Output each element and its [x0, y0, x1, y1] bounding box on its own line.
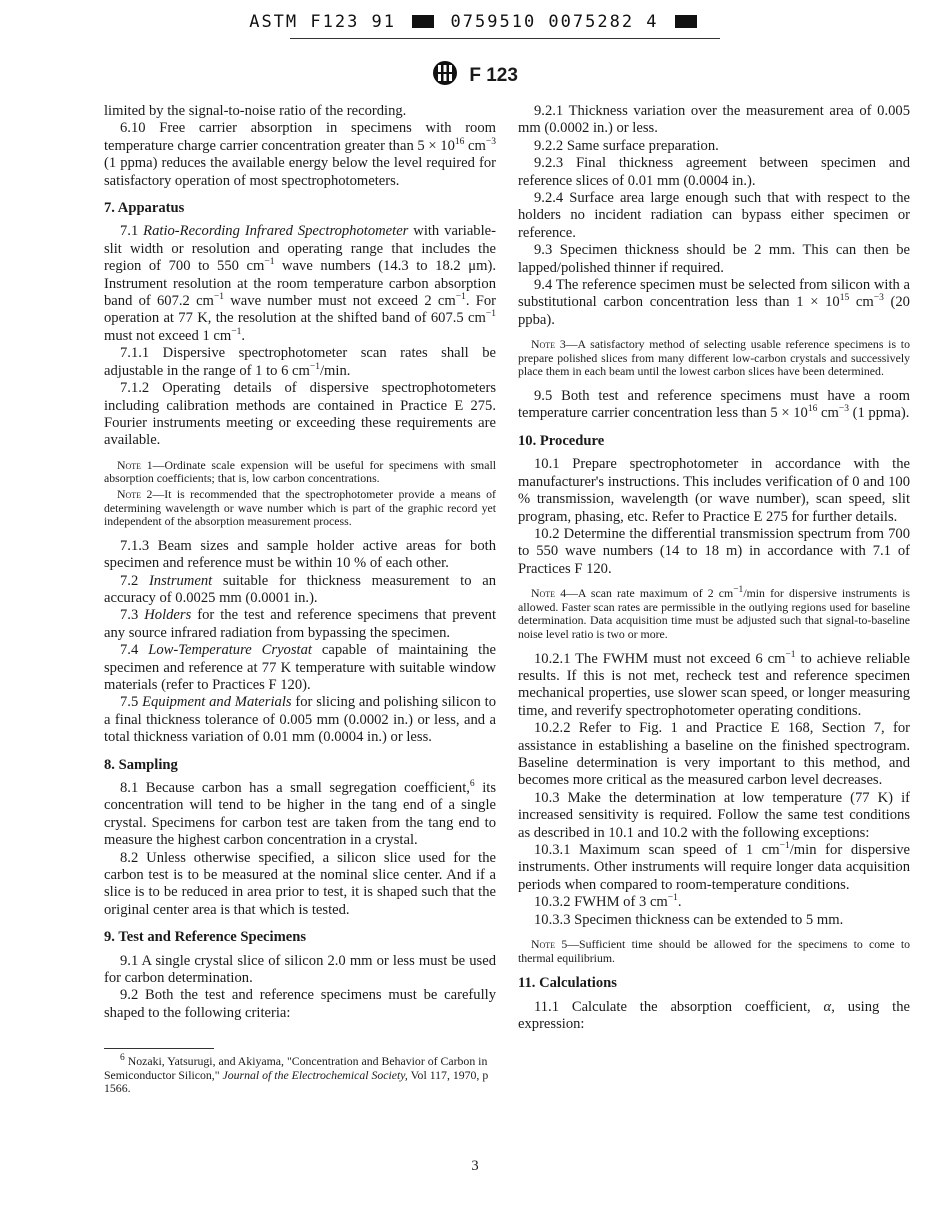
paragraph-7-1-2: 7.1.2 Operating details of dispersive spectrophotometers including calibration methods are contained in Practice E 275. Fourier instruments meeting or exceeding these requirements are available. — [104, 380, 496, 449]
page-number: 3 — [471, 1158, 479, 1174]
paragraph-8-1: 8.1 Because carbon has a small segregation coefficient,$^6$ its concentration will tend to be higher in the tang end of a single crystal. Specimens for carbon test are taken from the tang end to measure the highest carbon concentration in a crystal. — [104, 779, 496, 849]
barcode-block — [412, 15, 434, 28]
paragraph-10-1: 10.1 Prepare spectrophotometer in accordance with the manufacturer's instructions. This includes verification of 0 and 100 % transmission, wavelength (or wave number), scan speed, slit program, phasing, etc. Refer to Practice E 275 for further details. — [518, 456, 910, 525]
note-3: Note 3—A satisfactory method of selecting usable reference specimens is to prepare polished slices from many different low-carbon crystals and successively place them in each beam until the lowest carbon slices have been determined. — [518, 337, 910, 379]
section-heading-calculations: 11. Calculations — [518, 975, 617, 992]
barcode-block — [675, 15, 697, 28]
paragraph-7-4: 7.4 Low-Temperature Cryostat capable of maintaining the specimen and reference at 77 K temperature with suitable window materials (refer to Practices F 120). — [104, 642, 497, 693]
header-rule — [290, 38, 720, 39]
left-column — [104, 103, 496, 1096]
paragraph-9-4: 9.4 The reference specimen must be selected from silicon with a substitutional carbon concentration less than $1 \times 10^{15}$ $cm^{-3}$ (20 ppba). — [518, 277, 910, 328]
section-heading-specimens: 9. Test and Reference Specimens — [104, 929, 307, 946]
footnote-6: $^6$ Nozaki, Yatsurugi, and Akiyama, "Concentration and Behavior of Carbon in Semiconductor Silicon," Journal of the Electrochemical Society, Vol 117, 1970, p 1566. — [104, 1053, 489, 1096]
paragraph: limited by the signal-to-noise ratio of the recording. — [104, 103, 407, 119]
section-heading-procedure: 10. Procedure — [518, 432, 605, 449]
note-5: Note 5—Sufficient time should be allowed for the specimens to come to thermal equilibrium. — [518, 937, 910, 965]
paragraph-7-5: 7.5 Equipment and Materials for slicing and polishing silicon to a final thickness tolerance of 0.005 mm (0.0002 in.) or less, and a total thickness variation of 0.01 mm (0.0004 in.) or less. — [104, 694, 497, 746]
paragraph-9-2-4: 9.2.4 Surface area large enough such that with respect to the holders no incident radiation can bypass either specimen or reference. — [518, 190, 910, 241]
paragraph-8-2: 8.2 Unless otherwise specified, a silicon slice used for the carbon test is to be measured at the nominal slice center. And if a slice is to be reduced in area prior to test, it is shaped such that the original center area is that which is tested. — [104, 849, 496, 918]
paragraph-7-1-3: 7.1.3 Beam sizes and sample holder active areas for both specimen and reference must be within 10 % of each other. — [104, 537, 496, 572]
document-id-right: 0759510 0075282 4 — [450, 12, 659, 32]
paragraph-7-3: 7.3 Holders for the test and reference specimens that prevent any source infrared radiation from bypassing the specimen. — [104, 607, 496, 641]
standard-header — [0, 60, 950, 87]
paragraph-7-1: 7.1 Ratio-Recording Infrared Spectrophotometer with variable-slit width or resolution and operating range that includes the region of 700 to 550 $cm^{-1}$ wave numbers (14.3 to 18.2 μm). Instrument resolution at the room temperature carbon absorption band of 607.2 $cm^{-1}$ wave number must not exceed 2 $cm^{-1}$. For operation at 77 K, the resolution at the shifted band of 607.5 $cm^{-1}$ must not exceed 1 $cm^{-1}$. — [104, 223, 497, 344]
paragraph-11-1: 11.1 Calculate the absorption coefficient, α, using the expression: — [518, 998, 910, 1032]
paragraph-10-2: 10.2 Determine the differential transmission spectrum from 700 to 550 wave numbers (14 to 18 m) in accordance with 7.1 of Practices F 120. — [518, 525, 910, 577]
paragraph-9-2: 9.2 Both the test and reference specimens must be carefully shaped to the following criteria: — [104, 987, 496, 1021]
section-heading-sampling: 8. Sampling — [104, 756, 178, 773]
section-heading-apparatus: 7. Apparatus — [104, 200, 185, 217]
paragraph-7-2: 7.2 Instrument suitable for thickness measurement to an accuracy of 0.0025 mm (0.0001 in.). — [104, 572, 496, 606]
paragraph-9-2-1: 9.2.1 Thickness variation over the measurement area of 0.005 mm (0.0002 in.) or less. — [518, 103, 910, 137]
note-2: Note 2—It is recommended that the spectrophotometer provide a means of determining wavelength or wave number which is part of the graphic record yet independent of the absorption measurement process. — [104, 486, 496, 529]
paragraph-10-3-1: 10.3.1 Maximum scan speed of 1 $cm^{-1}/\min$ for dispersive instruments. Other instruments will require longer data acquisition periods when compared to room-temperature conditions. — [518, 841, 910, 893]
document-id-barcode — [0, 12, 950, 32]
paragraph-9-5: 9.5 Both test and reference specimens must have a room temperature carrier concentration less than $5 \times 10^{16}$ $cm^{-3}$ (1 ppma). — [518, 388, 910, 422]
note-4: Note 4—A scan rate maximum of 2 $cm^{-1}/\min$ for dispersive instruments is allowed. Faster scan rates are permissible in the outlying regions used for baseline determination. Data acquisition time must be adjusted such that signal-to-baseline noise level ratio is two or more. — [518, 585, 910, 641]
paragraph-9-2-2: 9.2.2 Same surface preparation. — [534, 137, 719, 154]
paragraph-10-3: 10.3 Make the determination at low temperature (77 K) if increased sensitivity is required. Follow the same test conditions as described in 10.1 and 10.2 with the following exceptions: — [518, 789, 910, 841]
standard-designation: F 123 — [469, 65, 518, 86]
paragraph-9-3: 9.3 Specimen thickness should be 2 mm. This can then be lapped/polished thinner if required. — [518, 242, 910, 276]
paragraph-10-3-2: 10.3.2 FWHM of 3 $cm^{-1}$. — [534, 893, 682, 911]
paragraph-9-1: 9.1 A single crystal slice of silicon 2.0 mm or less must be used for carbon determination. — [104, 952, 496, 987]
right-column — [518, 103, 910, 1033]
paragraph-7-1-1: 7.1.1 Dispersive spectrophotometer scan rates shall be adjustable in the range of 1 to 6 $cm^{-1}/\min$. — [104, 345, 496, 379]
footnote-rule — [104, 1048, 214, 1049]
document-id-left: ASTM F123 91 — [249, 12, 397, 32]
paragraph-10-2-2: 10.2.2 Refer to Fig. 1 and Practice E 168, Section 7, for assistance in establishing a baseline on the finished spectrogram. Baseline determination is very important to this method, and becomes more critical as the measured carbon level decreases. — [518, 720, 910, 789]
paragraph-10-2-1: 10.2.1 The FWHM must not exceed 6 $cm^{-1}$ to achieve reliable results. If this is not met, recheck test and reference specimen mechanical properties, use slower scan speed, or longer measuring time, and reverify spectrophotometer operating conditions. — [518, 649, 910, 719]
note-1: Note 1—Ordinate scale expension will be useful for specimens with small absorption coefficients; that is, low carbon concentrations. — [104, 457, 497, 486]
paragraph-10-3-3: 10.3.3 Specimen thickness can be extended to 5 mm. — [534, 911, 844, 928]
paragraph-6-10: 6.10 Free carrier absorption in specimens with room temperature charge carrier concentration greater than $5 \times 10^{16}$ $cm^{-3}$ (1 ppma) reduces the available energy below the level required for satisfactory operation of most spectrophotometers. — [104, 120, 496, 189]
paragraph-9-2-3: 9.2.3 Final thickness agreement between specimen and reference slices of 0.01 mm (0.0004 in.). — [518, 155, 910, 189]
astm-logo-icon — [432, 60, 458, 86]
